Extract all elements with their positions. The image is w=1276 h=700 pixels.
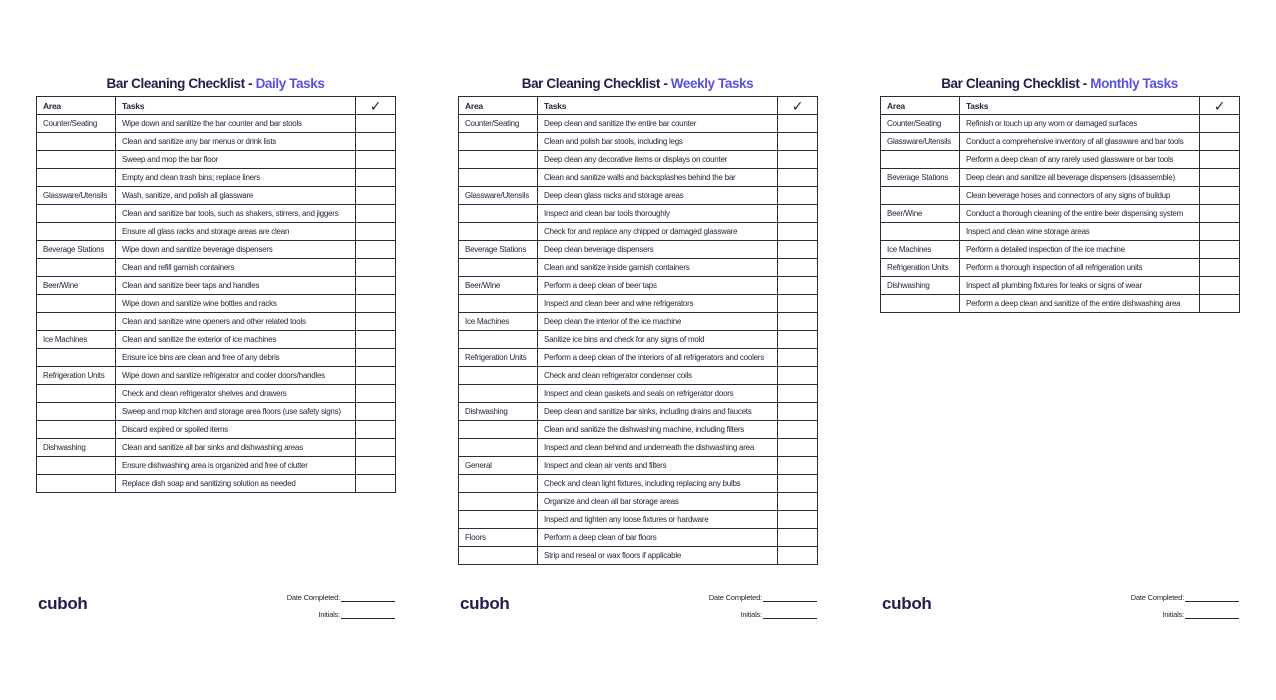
table-row bbox=[881, 295, 1240, 313]
table-row bbox=[459, 511, 818, 529]
area-cell: General bbox=[459, 457, 538, 475]
table-row bbox=[37, 241, 396, 259]
area-cell bbox=[37, 421, 116, 439]
table-row bbox=[459, 331, 818, 349]
sheet-footer bbox=[36, 594, 395, 630]
table-row bbox=[37, 457, 396, 475]
task-cell: Ensure all glass racks and storage areas are clean bbox=[116, 223, 356, 241]
table-row bbox=[881, 223, 1240, 241]
signature-line bbox=[1185, 594, 1239, 602]
area-cell: Counter/Seating bbox=[459, 115, 538, 133]
task-cell: Perform a deep clean and sanitize of the entire dishwashing area bbox=[960, 295, 1200, 313]
area-cell bbox=[881, 151, 960, 169]
check-cell[interactable] bbox=[778, 331, 818, 349]
task-cell: Clean and sanitize walls and backsplashes behind the bar bbox=[538, 169, 778, 187]
table-row bbox=[459, 367, 818, 385]
area-header: Area bbox=[37, 97, 116, 115]
area-cell bbox=[459, 205, 538, 223]
table-row bbox=[881, 277, 1240, 295]
area-cell bbox=[459, 259, 538, 277]
area-cell bbox=[459, 493, 538, 511]
area-cell: Beer/Wine bbox=[459, 277, 538, 295]
task-cell: Empty and clean trash bins; replace liners bbox=[116, 169, 356, 187]
signature-line bbox=[1185, 611, 1239, 619]
task-cell: Perform a thorough inspection of all refrigeration units bbox=[960, 259, 1200, 277]
check-cell[interactable] bbox=[778, 493, 818, 511]
task-cell: Sweep and mop kitchen and storage area floors (use safety signs) bbox=[116, 403, 356, 421]
task-cell: Inspect and clean air vents and filters bbox=[538, 457, 778, 475]
table-row bbox=[37, 277, 396, 295]
check-cell[interactable] bbox=[778, 547, 818, 565]
task-cell: Clean and sanitize any bar menus or drink lists bbox=[116, 133, 356, 151]
check-cell[interactable] bbox=[778, 187, 818, 205]
task-cell: Discard expired or spoiled items bbox=[116, 421, 356, 439]
weekly-checklist bbox=[458, 74, 817, 565]
area-cell bbox=[37, 151, 116, 169]
area-cell: Dishwashing bbox=[37, 439, 116, 457]
area-cell: Refrigeration Units bbox=[881, 259, 960, 277]
check-cell[interactable] bbox=[778, 511, 818, 529]
check-cell[interactable] bbox=[778, 457, 818, 475]
table-row bbox=[459, 187, 818, 205]
table-row bbox=[37, 367, 396, 385]
task-cell: Sanitize ice bins and check for any signs of mold bbox=[538, 331, 778, 349]
area-cell: Refrigeration Units bbox=[37, 367, 116, 385]
task-cell: Clean beverage hoses and connectors of any signs of buildup bbox=[960, 187, 1200, 205]
daily-checklist bbox=[36, 74, 395, 493]
sheet-footer bbox=[880, 594, 1239, 630]
check-cell[interactable] bbox=[356, 403, 396, 421]
date-completed-field[interactable]: Date Completed: bbox=[1131, 593, 1239, 602]
task-cell: Perform a detailed inspection of the ice machine bbox=[960, 241, 1200, 259]
area-header: Area bbox=[459, 97, 538, 115]
table-row bbox=[459, 421, 818, 439]
check-cell[interactable] bbox=[356, 169, 396, 187]
tasks-header: Tasks bbox=[538, 97, 778, 115]
area-cell bbox=[37, 295, 116, 313]
check-cell[interactable] bbox=[778, 241, 818, 259]
table-row bbox=[37, 133, 396, 151]
cuboh-logo: cuboh bbox=[38, 594, 88, 613]
date-completed-field[interactable]: Date Completed: bbox=[709, 593, 817, 602]
area-cell bbox=[459, 223, 538, 241]
table-row bbox=[881, 169, 1240, 187]
area-cell bbox=[37, 385, 116, 403]
area-cell bbox=[37, 457, 116, 475]
initials-field[interactable]: Initials: bbox=[318, 610, 395, 619]
table-header-row bbox=[881, 97, 1240, 115]
check-cell[interactable] bbox=[356, 223, 396, 241]
table-row bbox=[459, 547, 818, 565]
area-cell: Refrigeration Units bbox=[459, 349, 538, 367]
table-row bbox=[37, 151, 396, 169]
table-row bbox=[37, 259, 396, 277]
check-cell[interactable] bbox=[1200, 133, 1240, 151]
check-cell[interactable] bbox=[1200, 169, 1240, 187]
check-cell[interactable] bbox=[356, 151, 396, 169]
task-cell: Wipe down and sanitize wine bottles and racks bbox=[116, 295, 356, 313]
table-row bbox=[37, 331, 396, 349]
check-cell[interactable] bbox=[1200, 223, 1240, 241]
area-cell: Dishwashing bbox=[881, 277, 960, 295]
task-cell: Conduct a comprehensive inventory of all glassware and bar tools bbox=[960, 133, 1200, 151]
area-cell: Ice Machines bbox=[37, 331, 116, 349]
checkmark-icon: ✓ bbox=[356, 97, 396, 115]
check-cell[interactable] bbox=[778, 403, 818, 421]
checklist-title: Bar Cleaning Checklist - Weekly Tasks bbox=[521, 76, 754, 91]
table-row bbox=[459, 475, 818, 493]
task-cell: Clean and sanitize all bar sinks and dishwashing areas bbox=[116, 439, 356, 457]
task-cell: Wipe down and sanitize refrigerator and cooler doors/handles bbox=[116, 367, 356, 385]
table-row bbox=[459, 115, 818, 133]
check-cell[interactable] bbox=[778, 385, 818, 403]
table-row bbox=[459, 493, 818, 511]
task-cell: Perform a deep clean of any rarely used glassware or bar tools bbox=[960, 151, 1200, 169]
check-cell[interactable] bbox=[778, 529, 818, 547]
area-cell bbox=[459, 133, 538, 151]
task-cell: Inspect and tighten any loose fixtures or hardware bbox=[538, 511, 778, 529]
task-cell: Inspect and clean behind and underneath the dishwashing area bbox=[538, 439, 778, 457]
area-cell bbox=[37, 349, 116, 367]
table-row bbox=[459, 259, 818, 277]
check-cell[interactable] bbox=[1200, 205, 1240, 223]
checkmark-icon: ✓ bbox=[778, 97, 818, 115]
area-cell bbox=[459, 385, 538, 403]
initials-field[interactable]: Initials: bbox=[1162, 610, 1239, 619]
table-row bbox=[881, 115, 1240, 133]
table-row bbox=[459, 277, 818, 295]
task-cell: Wipe down and sanitize the bar counter and bar stools bbox=[116, 115, 356, 133]
table-header-row bbox=[459, 97, 818, 115]
area-cell: Counter/Seating bbox=[37, 115, 116, 133]
area-cell bbox=[459, 547, 538, 565]
table-row bbox=[459, 349, 818, 367]
table-row bbox=[459, 313, 818, 331]
area-cell: Beer/Wine bbox=[881, 205, 960, 223]
task-cell: Conduct a thorough cleaning of the entire beer dispensing system bbox=[960, 205, 1200, 223]
table-row bbox=[37, 115, 396, 133]
area-cell: Floors bbox=[459, 529, 538, 547]
task-cell: Replace dish soap and sanitizing solution as needed bbox=[116, 475, 356, 493]
check-cell[interactable] bbox=[356, 277, 396, 295]
task-cell: Deep clean glass racks and storage areas bbox=[538, 187, 778, 205]
table-row bbox=[459, 403, 818, 421]
table-row bbox=[37, 349, 396, 367]
check-cell[interactable] bbox=[1200, 259, 1240, 277]
table-row bbox=[459, 439, 818, 457]
checklist-table bbox=[36, 96, 396, 493]
area-cell: Glassware/Utensils bbox=[459, 187, 538, 205]
task-cell: Clean and refill garnish containers bbox=[116, 259, 356, 277]
check-cell[interactable] bbox=[356, 367, 396, 385]
task-cell: Clean and sanitize inside garnish containers bbox=[538, 259, 778, 277]
table-row bbox=[459, 457, 818, 475]
check-cell[interactable] bbox=[778, 115, 818, 133]
check-cell[interactable] bbox=[778, 475, 818, 493]
check-cell[interactable] bbox=[778, 367, 818, 385]
area-cell bbox=[37, 133, 116, 151]
signature-line bbox=[763, 611, 817, 619]
task-cell: Wipe down and sanitize beverage dispensers bbox=[116, 241, 356, 259]
table-row bbox=[459, 205, 818, 223]
table-row bbox=[459, 223, 818, 241]
check-cell[interactable] bbox=[356, 421, 396, 439]
task-cell: Sweep and mop the bar floor bbox=[116, 151, 356, 169]
tasks-header: Tasks bbox=[116, 97, 356, 115]
area-cell: Beverage Stations bbox=[459, 241, 538, 259]
table-row bbox=[881, 187, 1240, 205]
check-cell[interactable] bbox=[778, 223, 818, 241]
area-cell: Beer/Wine bbox=[37, 277, 116, 295]
task-cell: Inspect and clean wine storage areas bbox=[960, 223, 1200, 241]
table-row bbox=[459, 529, 818, 547]
task-cell: Deep clean and sanitize bar sinks, including drains and faucets bbox=[538, 403, 778, 421]
check-cell[interactable] bbox=[778, 295, 818, 313]
table-row bbox=[881, 133, 1240, 151]
table-row bbox=[37, 403, 396, 421]
task-cell: Deep clean and sanitize all beverage dispensers (disassemble) bbox=[960, 169, 1200, 187]
table-row bbox=[37, 187, 396, 205]
checkmark-icon: ✓ bbox=[1200, 97, 1240, 115]
table-row bbox=[37, 421, 396, 439]
table-row bbox=[459, 295, 818, 313]
signature-line bbox=[341, 611, 395, 619]
table-row bbox=[37, 295, 396, 313]
table-row bbox=[881, 241, 1240, 259]
task-cell: Strip and reseal or wax floors if applicable bbox=[538, 547, 778, 565]
task-cell: Perform a deep clean of beer taps bbox=[538, 277, 778, 295]
table-row bbox=[37, 169, 396, 187]
task-cell: Deep clean and sanitize the entire bar counter bbox=[538, 115, 778, 133]
area-cell bbox=[459, 331, 538, 349]
cuboh-logo: cuboh bbox=[460, 594, 510, 613]
task-cell: Clean and polish bar stools, including legs bbox=[538, 133, 778, 151]
check-cell[interactable] bbox=[1200, 151, 1240, 169]
check-cell[interactable] bbox=[356, 457, 396, 475]
table-row bbox=[37, 475, 396, 493]
check-cell[interactable] bbox=[778, 133, 818, 151]
sheet-footer bbox=[458, 594, 817, 630]
area-cell bbox=[459, 295, 538, 313]
area-cell: Dishwashing bbox=[459, 403, 538, 421]
area-cell bbox=[459, 169, 538, 187]
check-cell[interactable] bbox=[356, 385, 396, 403]
check-cell[interactable] bbox=[778, 349, 818, 367]
table-row bbox=[459, 133, 818, 151]
area-cell bbox=[37, 223, 116, 241]
checklist-table bbox=[458, 96, 818, 565]
task-cell: Check and clean refrigerator condenser coils bbox=[538, 367, 778, 385]
table-row bbox=[37, 223, 396, 241]
date-completed-field[interactable]: Date Completed: bbox=[287, 593, 395, 602]
check-cell[interactable] bbox=[1200, 295, 1240, 313]
check-cell[interactable] bbox=[778, 439, 818, 457]
check-cell[interactable] bbox=[356, 133, 396, 151]
task-cell: Wash, sanitize, and polish all glassware bbox=[116, 187, 356, 205]
area-cell: Ice Machines bbox=[459, 313, 538, 331]
table-row bbox=[459, 151, 818, 169]
area-cell: Counter/Seating bbox=[881, 115, 960, 133]
table-row bbox=[37, 385, 396, 403]
cuboh-logo: cuboh bbox=[882, 594, 932, 613]
area-cell bbox=[459, 421, 538, 439]
table-row bbox=[459, 241, 818, 259]
task-cell: Check and clean light fixtures, including replacing any bulbs bbox=[538, 475, 778, 493]
check-cell[interactable] bbox=[356, 259, 396, 277]
check-cell[interactable] bbox=[356, 205, 396, 223]
task-cell: Ensure dishwashing area is organized and free of clutter bbox=[116, 457, 356, 475]
tasks-header: Tasks bbox=[960, 97, 1200, 115]
area-cell bbox=[37, 403, 116, 421]
task-cell: Deep clean the interior of the ice machine bbox=[538, 313, 778, 331]
check-cell[interactable] bbox=[356, 295, 396, 313]
task-cell: Perform a deep clean of bar floors bbox=[538, 529, 778, 547]
area-header: Area bbox=[881, 97, 960, 115]
monthly-checklist bbox=[880, 74, 1239, 313]
area-cell bbox=[37, 169, 116, 187]
check-cell[interactable] bbox=[778, 259, 818, 277]
area-cell: Glassware/Utensils bbox=[37, 187, 116, 205]
area-cell bbox=[37, 475, 116, 493]
area-cell bbox=[37, 313, 116, 331]
check-cell[interactable] bbox=[356, 313, 396, 331]
check-cell[interactable] bbox=[778, 277, 818, 295]
table-row bbox=[881, 151, 1240, 169]
check-cell[interactable] bbox=[778, 313, 818, 331]
table-row bbox=[459, 169, 818, 187]
area-cell bbox=[459, 439, 538, 457]
task-cell: Clean and sanitize beer taps and handles bbox=[116, 277, 356, 295]
check-cell[interactable] bbox=[356, 349, 396, 367]
task-cell: Check and clean refrigerator shelves and drawers bbox=[116, 385, 356, 403]
task-cell: Clean and sanitize wine openers and other related tools bbox=[116, 313, 356, 331]
check-cell[interactable] bbox=[356, 115, 396, 133]
check-cell[interactable] bbox=[356, 439, 396, 457]
initials-field[interactable]: Initials: bbox=[740, 610, 817, 619]
area-cell: Beverage Stations bbox=[881, 169, 960, 187]
task-cell: Inspect and clean beer and wine refrigerators bbox=[538, 295, 778, 313]
signature-line bbox=[763, 594, 817, 602]
area-cell bbox=[459, 151, 538, 169]
task-cell: Inspect and clean bar tools thoroughly bbox=[538, 205, 778, 223]
table-row bbox=[881, 259, 1240, 277]
check-cell[interactable] bbox=[778, 169, 818, 187]
table-header-row bbox=[37, 97, 396, 115]
task-cell: Clean and sanitize the exterior of ice machines bbox=[116, 331, 356, 349]
check-cell[interactable] bbox=[1200, 277, 1240, 295]
check-cell[interactable] bbox=[356, 475, 396, 493]
area-cell bbox=[37, 205, 116, 223]
check-cell[interactable] bbox=[1200, 187, 1240, 205]
table-row bbox=[37, 439, 396, 457]
task-cell: Clean and sanitize bar tools, such as shakers, stirrers, and jiggers bbox=[116, 205, 356, 223]
area-cell bbox=[37, 259, 116, 277]
table-row bbox=[37, 313, 396, 331]
task-cell: Ensure ice bins are clean and free of any debris bbox=[116, 349, 356, 367]
task-cell: Deep clean any decorative items or displays on counter bbox=[538, 151, 778, 169]
check-cell[interactable] bbox=[356, 187, 396, 205]
check-cell[interactable] bbox=[778, 205, 818, 223]
task-cell: Perform a deep clean of the interiors of all refrigerators and coolers bbox=[538, 349, 778, 367]
area-cell bbox=[459, 475, 538, 493]
task-cell: Inspect all plumbing fixtures for leaks or signs of wear bbox=[960, 277, 1200, 295]
check-cell[interactable] bbox=[356, 241, 396, 259]
check-cell[interactable] bbox=[356, 331, 396, 349]
area-cell: Ice Machines bbox=[881, 241, 960, 259]
table-row bbox=[459, 385, 818, 403]
table-row bbox=[37, 205, 396, 223]
check-cell[interactable] bbox=[1200, 115, 1240, 133]
checklist-table bbox=[880, 96, 1240, 313]
area-cell bbox=[881, 187, 960, 205]
checklist-title: Bar Cleaning Checklist - Daily Tasks bbox=[106, 76, 325, 91]
task-cell: Check for and replace any chipped or damaged glassware bbox=[538, 223, 778, 241]
task-cell: Inspect and clean gaskets and seals on refrigerator doors bbox=[538, 385, 778, 403]
signature-line bbox=[341, 594, 395, 602]
task-cell: Organize and clean all bar storage areas bbox=[538, 493, 778, 511]
area-cell bbox=[459, 367, 538, 385]
task-cell: Refinish or touch up any worn or damaged surfaces bbox=[960, 115, 1200, 133]
checklist-title: Bar Cleaning Checklist - Monthly Tasks bbox=[941, 76, 1178, 91]
check-cell[interactable] bbox=[778, 421, 818, 439]
check-cell[interactable] bbox=[1200, 241, 1240, 259]
area-cell: Glassware/Utensils bbox=[881, 133, 960, 151]
area-cell bbox=[459, 511, 538, 529]
area-cell bbox=[881, 295, 960, 313]
task-cell: Clean and sanitize the dishwashing machine, including filters bbox=[538, 421, 778, 439]
area-cell bbox=[881, 223, 960, 241]
check-cell[interactable] bbox=[778, 151, 818, 169]
table-row bbox=[881, 205, 1240, 223]
area-cell: Beverage Stations bbox=[37, 241, 116, 259]
task-cell: Deep clean beverage dispensers bbox=[538, 241, 778, 259]
